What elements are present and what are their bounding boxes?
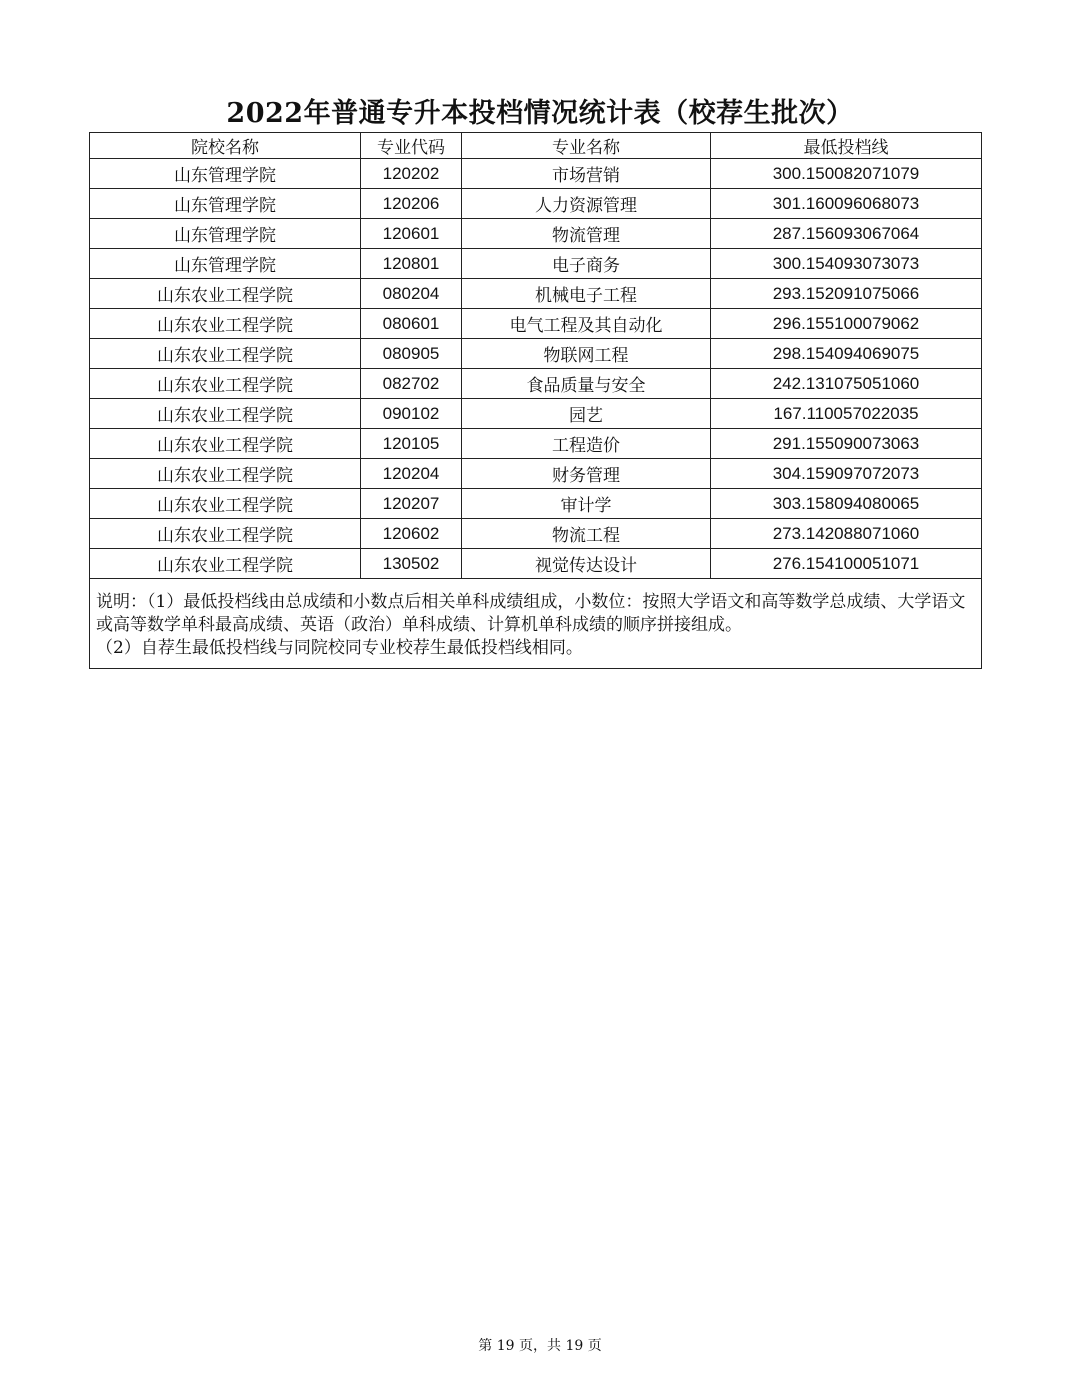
code-cell: 120801: [361, 249, 462, 279]
header-major: 专业名称: [462, 133, 711, 159]
school-cell: 山东农业工程学院: [90, 279, 361, 309]
score-cell: 301.160096068073: [711, 189, 982, 219]
table-header-row: [90, 133, 982, 159]
major-cell: 视觉传达设计: [462, 549, 711, 579]
code-cell: 120207: [361, 489, 462, 519]
code-cell: 080905: [361, 339, 462, 369]
score-cell: 304.159097072073: [711, 459, 982, 489]
major-cell: 物流管理: [462, 219, 711, 249]
table-row: [90, 459, 982, 489]
table-row: [90, 279, 982, 309]
table-row: [90, 399, 982, 429]
major-cell: 审计学: [462, 489, 711, 519]
score-cell: 293.152091075066: [711, 279, 982, 309]
score-cell: 300.150082071079: [711, 159, 982, 189]
major-cell: 机械电子工程: [462, 279, 711, 309]
major-cell: 食品质量与安全: [462, 369, 711, 399]
score-cell: 296.155100079062: [711, 309, 982, 339]
table-row: [90, 219, 982, 249]
code-cell: 120601: [361, 219, 462, 249]
school-cell: 山东农业工程学院: [90, 429, 361, 459]
school-cell: 山东管理学院: [90, 159, 361, 189]
table-row: [90, 429, 982, 459]
code-cell: 080204: [361, 279, 462, 309]
code-cell: 120204: [361, 459, 462, 489]
score-cell: 291.155090073063: [711, 429, 982, 459]
school-cell: 山东管理学院: [90, 189, 361, 219]
major-cell: 电气工程及其自动化: [462, 309, 711, 339]
table-row: [90, 249, 982, 279]
notes-cell: [90, 579, 982, 669]
school-cell: 山东农业工程学院: [90, 309, 361, 339]
page-title: 2022年普通专升本投档情况统计表（校荐生批次）: [226, 98, 854, 129]
score-cell: 242.131075051060: [711, 369, 982, 399]
note-line-1: 说明：（1）最低投档线由总成绩和小数点后相关单科成绩组成，小数位：按照大学语文和高等数学总成绩、大学语文或高等数学单科最高成绩、英语（政治）单科成绩、计算机单科成绩的顺序拼接组成。: [96, 592, 966, 635]
major-cell: 物流工程: [462, 519, 711, 549]
school-cell: 山东管理学院: [90, 219, 361, 249]
score-cell: 273.142088071060: [711, 519, 982, 549]
school-cell: 山东农业工程学院: [90, 399, 361, 429]
school-cell: 山东管理学院: [90, 249, 361, 279]
major-cell: 人力资源管理: [462, 189, 711, 219]
header-school: 院校名称: [90, 133, 361, 159]
major-cell: 电子商务: [462, 249, 711, 279]
major-cell: 工程造价: [462, 429, 711, 459]
table-row: [90, 369, 982, 399]
score-cell: 298.154094069075: [711, 339, 982, 369]
school-cell: 山东农业工程学院: [90, 369, 361, 399]
table-row: [90, 519, 982, 549]
score-cell: 276.154100051071: [711, 549, 982, 579]
table-row: [90, 189, 982, 219]
school-cell: 山东农业工程学院: [90, 459, 361, 489]
code-cell: 120105: [361, 429, 462, 459]
table-row: [90, 159, 982, 189]
school-cell: 山东农业工程学院: [90, 489, 361, 519]
header-code: 专业代码: [361, 133, 462, 159]
code-cell: 090102: [361, 399, 462, 429]
code-cell: 120602: [361, 519, 462, 549]
code-cell: 082702: [361, 369, 462, 399]
score-cell: 300.154093073073: [711, 249, 982, 279]
page-footer: 第 19 页，共 19 页: [478, 1338, 602, 1354]
notes-row: [90, 579, 982, 669]
school-cell: 山东农业工程学院: [90, 339, 361, 369]
score-cell: 303.158094080065: [711, 489, 982, 519]
code-cell: 120206: [361, 189, 462, 219]
code-cell: 130502: [361, 549, 462, 579]
score-cell: 287.156093067064: [711, 219, 982, 249]
code-cell: 120202: [361, 159, 462, 189]
code-cell: 080601: [361, 309, 462, 339]
table-row: [90, 339, 982, 369]
school-cell: 山东农业工程学院: [90, 519, 361, 549]
major-cell: 市场营销: [462, 159, 711, 189]
admission-stats-table: [89, 132, 982, 669]
major-cell: 园艺: [462, 399, 711, 429]
table-row: [90, 309, 982, 339]
major-cell: 财务管理: [462, 459, 711, 489]
table-row: [90, 549, 982, 579]
note-line-2: （2）自荐生最低投档线与同院校同专业校荐生最低投档线相同。: [96, 638, 583, 658]
header-score: 最低投档线: [711, 133, 982, 159]
score-cell: 167.110057022035: [711, 399, 982, 429]
major-cell: 物联网工程: [462, 339, 711, 369]
school-cell: 山东农业工程学院: [90, 549, 361, 579]
table-row: [90, 489, 982, 519]
